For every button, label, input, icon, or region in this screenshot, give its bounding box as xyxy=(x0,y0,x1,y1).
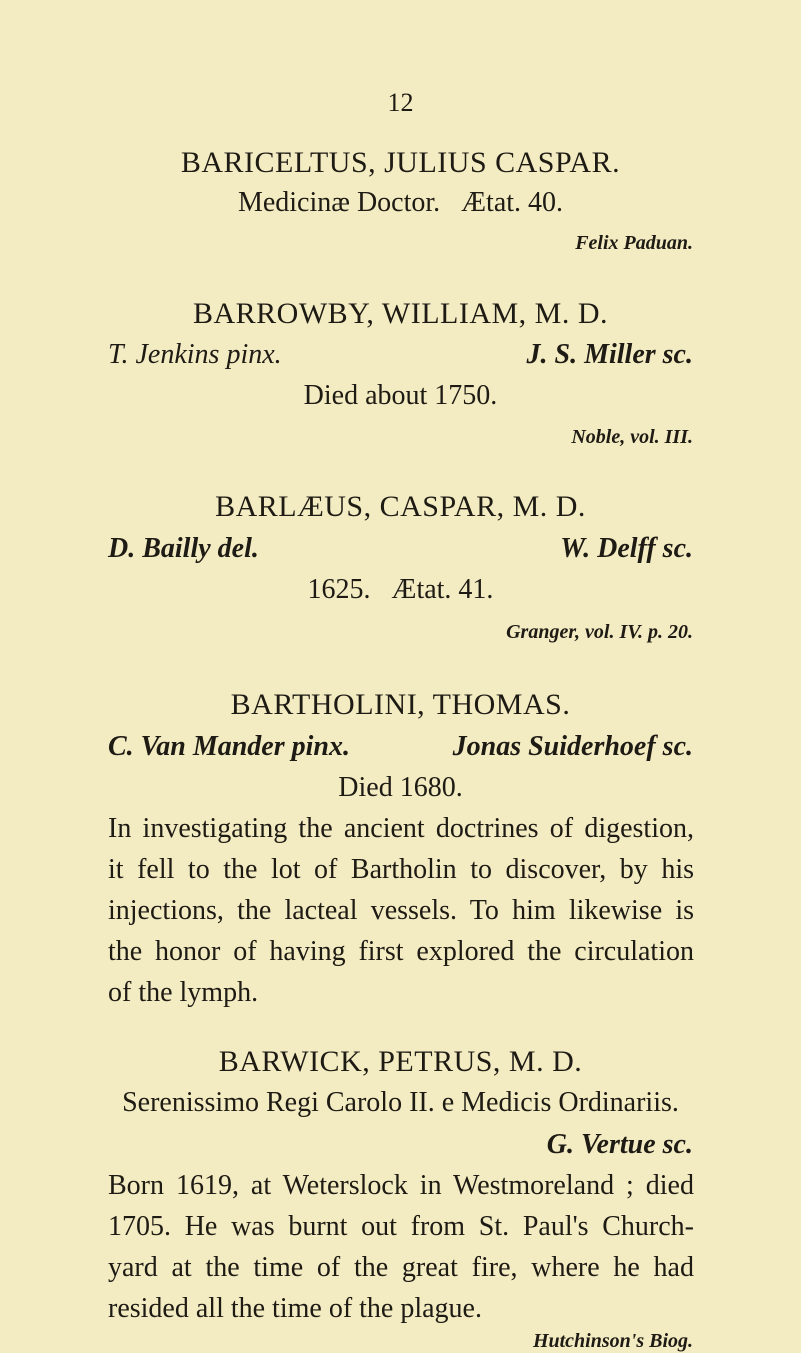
entry-age: Ætat. 41. xyxy=(391,574,494,605)
entry-source: Noble, vol. III. xyxy=(571,426,693,448)
text-line: injections, the lacteal vessels. To him likewise is xyxy=(108,895,694,926)
entry-painter: D. Bailly del. xyxy=(108,533,259,564)
text-line: it fell to the lot of Bartholin to discover, by his xyxy=(108,854,694,885)
entry-source: Hutchinson's Biog. xyxy=(532,1330,693,1352)
entry-heading: BARLÆUS, CASPAR, M. D. xyxy=(215,490,586,523)
text-line: Born 1619, at Weterslock in Westmoreland ; died xyxy=(108,1170,694,1201)
entry-painter: T. Jenkins pinx. xyxy=(108,339,282,370)
text-line: 1705. He was burnt out from St. Paul's Church- xyxy=(108,1211,694,1242)
entry-title-line: Serenissimo Regi Carolo II. e Medicis Ordinariis. xyxy=(122,1087,679,1118)
entry-date: Died 1680. xyxy=(338,772,463,803)
text-line: of the lymph. xyxy=(108,977,259,1008)
entry-heading: BARTHOLINI, THOMAS. xyxy=(230,688,571,721)
entry-engraver: G. Vertue sc. xyxy=(546,1129,693,1160)
entry-source: Felix Paduan. xyxy=(575,232,693,254)
entry-degree: Medicinæ Doctor. xyxy=(237,187,441,218)
entry-engraver: Jonas Suiderhoef sc. xyxy=(452,731,693,762)
entry-heading: BARWICK, PETRUS, M. D. xyxy=(218,1045,583,1078)
entry-date: Died about 1750. xyxy=(303,380,498,411)
text-line: the honor of having first explored the circulation xyxy=(108,936,694,967)
entry-heading: BARICELTUS, JULIUS CASPAR. xyxy=(180,146,621,179)
entry-source: Granger, vol. IV. p. 20. xyxy=(506,621,693,643)
entry-date-line xyxy=(0,574,801,606)
text-line: resided all the time of the plague. xyxy=(108,1293,482,1324)
entry-title-line xyxy=(0,187,801,219)
text-line: yard at the time of the great fire, where he had xyxy=(108,1252,694,1283)
entry-date: 1625. xyxy=(307,574,371,605)
entry-age: Ætat. 40. xyxy=(461,187,564,218)
text-line: In investigating the ancient doctrines of digestion, xyxy=(108,813,694,844)
page-number: 12 xyxy=(387,88,414,117)
entry-painter: C. Van Mander pinx. xyxy=(108,731,350,762)
entry-engraver: J. S. Miller sc. xyxy=(526,339,693,370)
entry-engraver: W. Delff sc. xyxy=(560,533,693,564)
entry-heading: BARROWBY, WILLIAM, M. D. xyxy=(192,297,609,330)
